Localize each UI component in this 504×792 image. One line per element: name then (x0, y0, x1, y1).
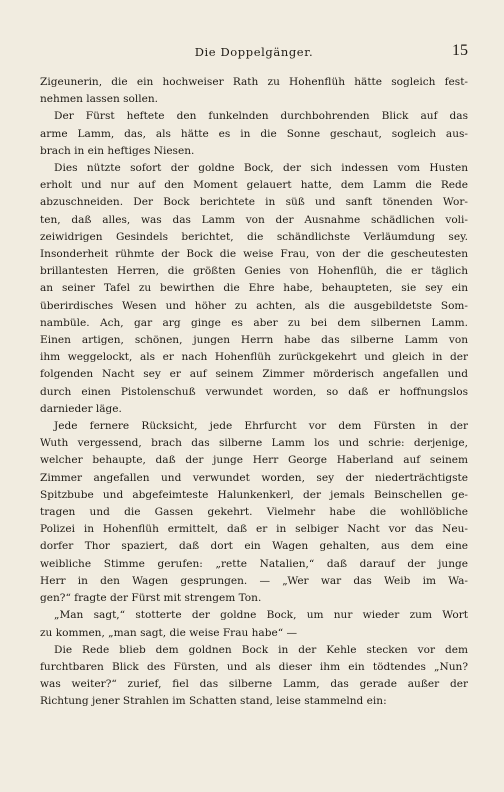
text-line: Richtung jener Strahlen im Schatten stand, leise stammelnd ein: (40, 695, 387, 708)
text-line: an seiner Tafel zu bewirthen die Ehre habe, behaupteten, sie sey ein (40, 282, 468, 295)
running-head (40, 42, 468, 62)
text-line: was weiter?“ zurief, fiel das silberne Lamm, das gerade außer der (40, 678, 468, 691)
text-line: nambüle. Ach, gar arg ginge es aber zu bei dem silbernen Lamm. (40, 316, 468, 329)
text-line: durch einen Pistolenschuß verwundet worden, so daß er hoffnungslos (40, 385, 468, 398)
text-line: erholt und nur auf den Moment gelauert hatte, dem Lamm die Rede (40, 179, 468, 192)
text-line: zu kommen, „man sagt, die weise Frau habe“ — (40, 626, 298, 639)
text-line: arme Lamm, das, als hätte es in die Sonne geschaut, sogleich aus- (40, 127, 468, 140)
text-line: darnieder läge. (40, 402, 122, 415)
text-line: Insonderheit rühmte der Bock die weise Frau, von der die gescheutesten (40, 248, 468, 261)
text-line: Die Rede blieb dem goldnen Bock in der Kehle stecken vor dem (54, 643, 468, 656)
text-line: folgenden Nacht sey er auf seinem Zimmer mörderisch angefallen und (40, 368, 468, 381)
text-line: „Man sagt,“ stotterte der goldne Bock, um nur wieder zum Wort (54, 609, 468, 622)
text-line: überirdisches Wesen und höher zu achten, als die ausgebildetste Som- (40, 299, 468, 312)
text-line: Einen artigen, schönen, jungen Herrn habe das silberne Lamm von (40, 334, 468, 347)
paragraph (40, 607, 468, 641)
running-title: Die Doppelgänger. (194, 45, 314, 59)
text-line: tragen und die Gassen gekehrt. Vielmehr habe die wohllöbliche (40, 506, 468, 519)
text-line: Spitzbube und abgefeimteste Halunkenkerl, der jemals Beinschellen ge- (40, 488, 468, 501)
text-line: Zigeunerin, die ein hochweiser Rath zu Hohenflüh hätte sogleich fest- (40, 76, 468, 88)
paragraph (40, 160, 468, 418)
text-line: abzuschneiden. Der Bock berichtete in süß und sanft tönenden Wor- (40, 196, 468, 209)
text-line: Der Fürst heftete den funkelnden durchbohrenden Blick auf das (54, 110, 468, 123)
paragraph (40, 642, 468, 711)
text-line: Herr in den Wagen gesprungen. — „Wer war das Weib im Wa- (40, 574, 468, 587)
text-line: weibliche Stimme gerufen: „rette Natalien,“ daß darauf der junge (40, 557, 468, 570)
text-line: zeiwidrigen Gesindels berichtet, die schändlichste Verläumdung sey. (40, 230, 468, 243)
body-text (40, 74, 468, 711)
text-line: dorfer Thor spaziert, daß dort ein Wagen gehalten, aus dem eine (40, 540, 468, 553)
text-line: gen?“ fragte der Fürst mit strengem Ton. (40, 592, 262, 605)
text-line: ihm weggelockt, als er nach Hohenflüh zurückgekehrt und gleich in der (40, 351, 468, 364)
text-line: Polizei in Hohenflüh ermittelt, daß er in selbiger Nacht vor das Neu- (40, 523, 468, 536)
paragraph (40, 108, 468, 160)
text-line: furchtbaren Blick des Fürsten, und als dieser ihm ein tödtendes „Nun? (40, 660, 468, 673)
text-line: Dies nützte sofort der goldne Bock, der sich indessen vom Husten (54, 162, 468, 175)
paragraph (40, 418, 468, 607)
text-line: welcher behaupte, daß der junge Herr George Haberland auf seinem (40, 454, 468, 467)
text-line: brach in ein heftiges Niesen. (40, 144, 195, 157)
text-line: Wuth vergessend, brach das silberne Lamm los und schrie: derjenige, (40, 437, 468, 450)
paragraph (40, 74, 468, 108)
text-line: Zimmer angefallen und verwundet worden, sey der niederträchtigste (40, 471, 468, 484)
text-line: Jede fernere Rücksicht, jede Ehrfurcht vor dem Fürsten in der (54, 420, 468, 433)
text-line: ten, daß alles, was das Lamm von der Ausnahme schädlichen voli- (40, 213, 468, 226)
text-line: nehmen lassen sollen. (40, 93, 158, 106)
page-number: 15 (452, 42, 468, 59)
text-line: brillantesten Herren, die größten Genies von Hohenflüh, die er täglich (40, 265, 468, 278)
